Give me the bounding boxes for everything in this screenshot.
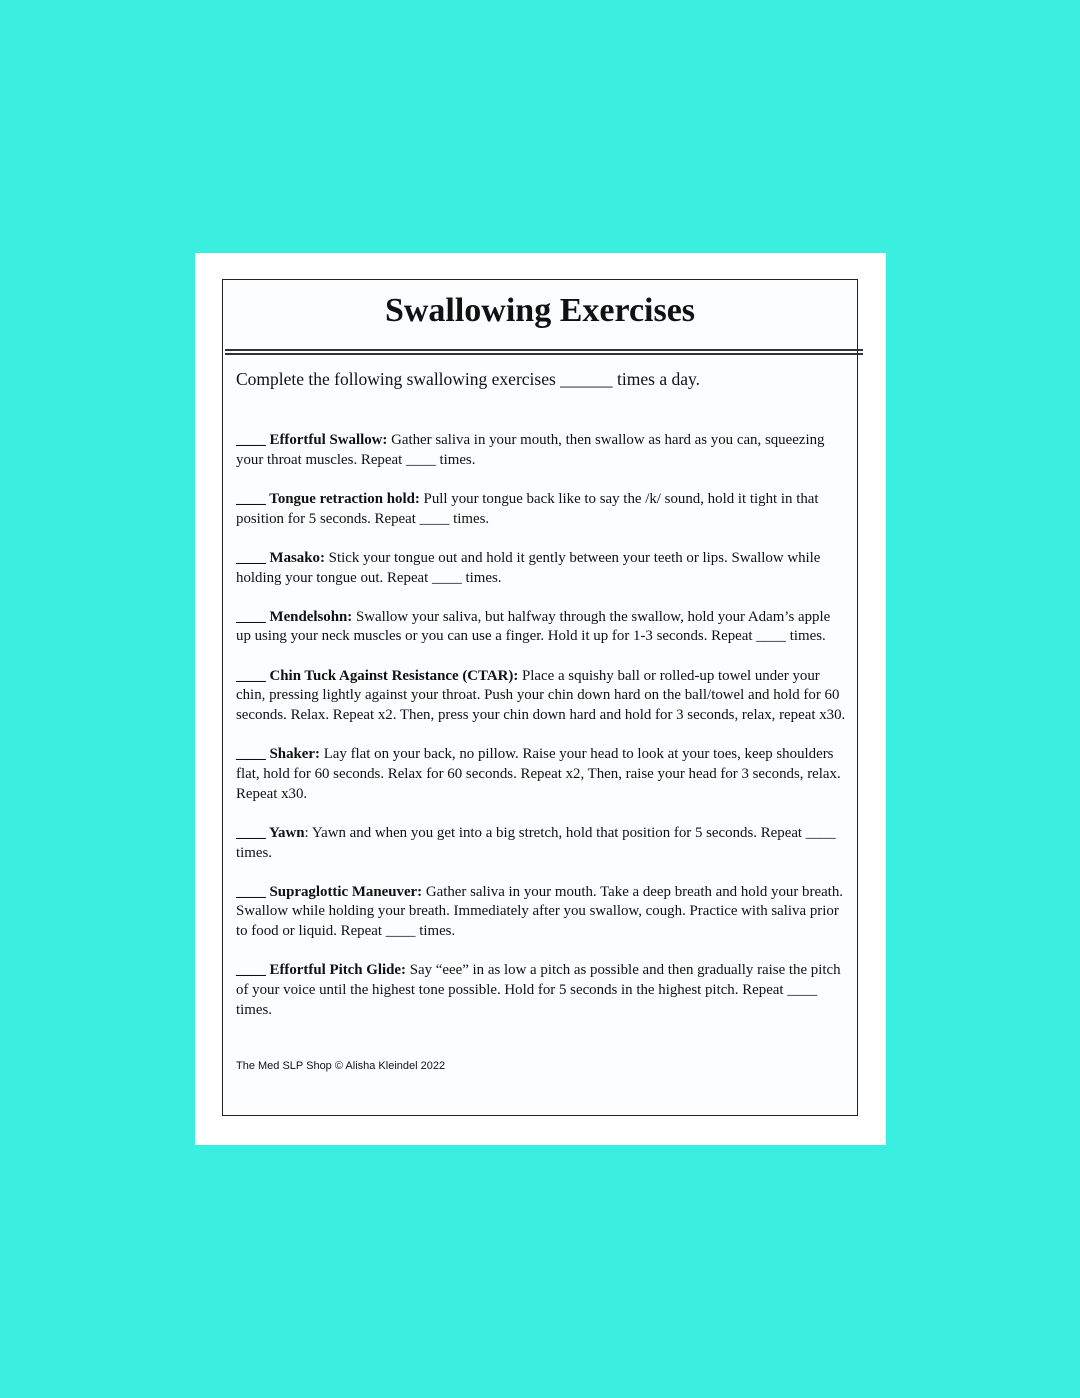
- exercise-list: [236, 431, 848, 1040]
- exercise-description: Swallow your saliva, but halfway through the swallow, hold your Adam’s apple up using your neck muscles or you can use a finger. Hold it up for 1-3 seconds. Repeat ____ times.: [236, 608, 831, 645]
- exercise-name: Effortful Pitch Glide:: [269, 962, 406, 979]
- exercise-name: Tongue retraction hold:: [269, 490, 420, 507]
- exercise-description: Say “eee” in as low a pitch as possible and then gradually raise the pitch of your voice until the highest tone possible. Hold for 5 seconds in the highest pitch. Repeat ____ times.: [236, 962, 841, 1018]
- exercise-description: : Yawn and when you get into a big stretch, hold that position for 5 seconds. Repeat ____ times.: [236, 824, 836, 861]
- exercise-description: Gather saliva in your mouth, then swallow as hard as you can, squeezing your throat muscles. Repeat ____ times.: [236, 432, 825, 468]
- exercise-description: Stick your tongue out and hold it gently between your teeth or lips. Swallow while holding your tongue out. Repeat ____ times.: [236, 549, 821, 586]
- exercise-item: [236, 549, 848, 588]
- copyright-footer: The Med SLP Shop © Alisha Kleindel 2022: [236, 1060, 446, 1072]
- checkbox-blank: ____: [236, 824, 269, 841]
- exercise-item: [236, 824, 848, 863]
- exercise-item: [236, 883, 848, 942]
- checkbox-blank: ____: [236, 883, 270, 900]
- exercise-description: Lay flat on your back, no pillow. Raise your head to look at your toes, keep shoulders flat, hold for 60 seconds. Relax for 60 seconds. Repeat x2, Then, raise your head for 3 seconds, relax. Repeat x30.: [236, 746, 841, 802]
- exercise-description: Place a squishy ball or rolled-up towel under your chin, pressing lightly against your throat. Push your chin down hard on the ball/towel and hold for 60 seconds. Relax. Repeat x2. Then, press your chin down hard and hold for 3 seconds, relax, repeat x30.: [236, 667, 846, 724]
- exercise-item: [236, 745, 848, 804]
- worksheet-page: [195, 253, 886, 1145]
- checkbox-blank: ____: [236, 549, 270, 566]
- intro-instructions: Complete the following swallowing exercises ______ times a day.: [236, 369, 700, 389]
- exercise-name: Shaker:: [269, 746, 320, 763]
- worksheet-border: [222, 279, 858, 1116]
- exercise-name: Masako:: [269, 549, 325, 566]
- title-divider: [225, 349, 863, 355]
- exercise-item: [236, 490, 848, 529]
- checkbox-blank: ____: [236, 490, 270, 507]
- checkbox-blank: ____: [236, 667, 270, 684]
- exercise-description: Gather saliva in your mouth. Take a deep breath and hold your breath. Swallow while holding your breath. Immediately after you swallow, cough. Practice with saliva prior to food or liquid. Repeat ____ times.: [236, 883, 843, 940]
- exercise-name: Mendelsohn:: [269, 608, 353, 625]
- checkbox-blank: ____: [236, 432, 270, 448]
- exercise-name: Supraglottic Maneuver:: [269, 883, 423, 900]
- exercise-name: Chin Tuck Against Resistance (CTAR):: [269, 667, 519, 684]
- exercise-item: [236, 608, 848, 647]
- exercise-name: Yawn: [268, 824, 305, 841]
- exercise-description: Pull your tongue back like to say the /k/ sound, hold it tight in that position for 5 seconds. Repeat ____ times.: [236, 490, 819, 527]
- exercise-item: [236, 431, 848, 470]
- checkbox-blank: ____: [236, 746, 270, 763]
- checkbox-blank: ____: [236, 962, 270, 979]
- exercise-item: [236, 667, 848, 726]
- checkbox-blank: ____: [236, 608, 270, 625]
- exercise-item: [236, 961, 848, 1020]
- exercise-name: Effortful Swallow:: [269, 432, 388, 448]
- page-title: Swallowing Exercises: [384, 292, 696, 329]
